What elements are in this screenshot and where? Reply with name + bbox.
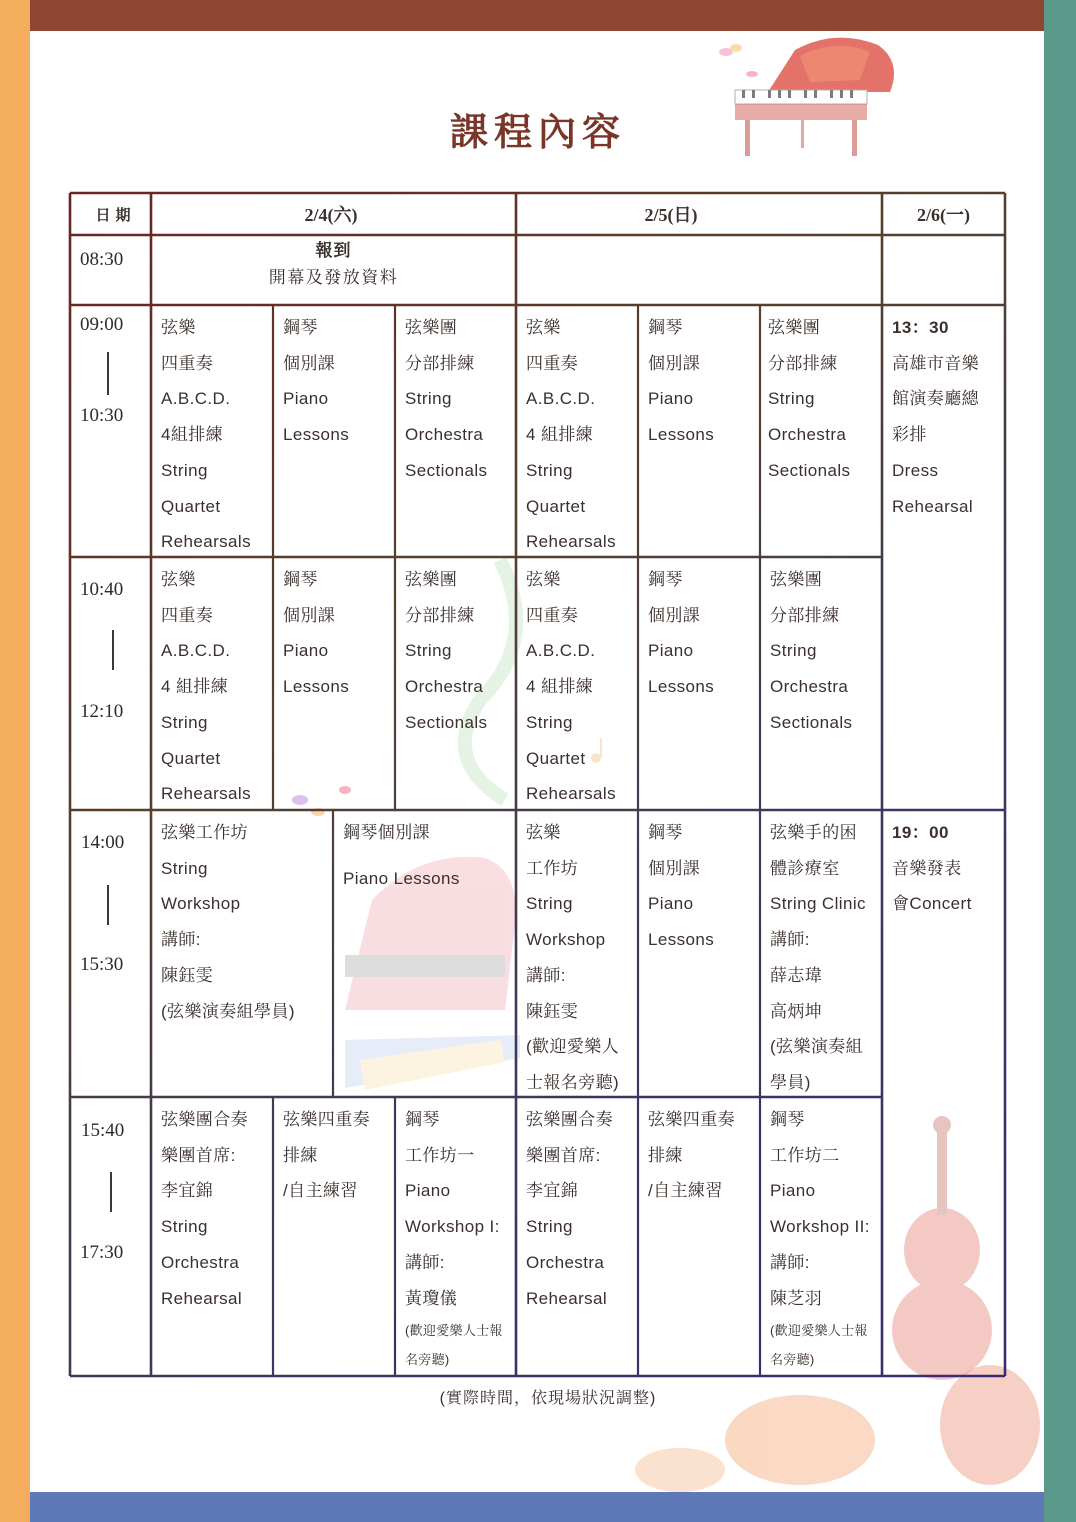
time-end: 12:10: [80, 701, 124, 722]
schedule-cell: [638, 1097, 760, 1376]
cell-text: 弦樂團合奏 樂團首席: 李宜錦 String Orchestra Rehearsal: [526, 1110, 613, 1308]
time-range-bar: [110, 1172, 112, 1212]
time-start: 10:40: [80, 579, 124, 600]
cell-text: 鋼琴 個別課 Piano Lessons: [283, 318, 350, 445]
schedule-cell: [516, 1097, 638, 1376]
rehearsal-time: 13：30: [892, 318, 949, 337]
time-start: 14:00: [81, 832, 125, 853]
cell-text: 弦樂團 分部排練 String Orchestra Sectionals: [405, 318, 488, 480]
concert-time: 19：00: [892, 823, 949, 842]
cell-text: 鋼琴 個別課 Piano Lessons: [648, 570, 715, 697]
cell-text: 弦樂 四重奏 A.B.C.D. 4 組排練 String Quartet Rehearsals: [161, 570, 251, 804]
cell-text: 弦樂 四重奏 A.B.C.D. 4 組排練 String Quartet Rehearsals: [526, 318, 616, 552]
schedule-cell: [395, 1097, 516, 1376]
cell-text: 鋼琴 工作坊二 Piano Workshop II: 講師: 陳芝羽: [770, 1110, 870, 1308]
cell-subtitle: Piano Lessons: [343, 868, 460, 888]
schedule-cell: [760, 810, 882, 1097]
cell-text: 弦樂手的困 體診療室 String Clinic 講師: 薛志瑋 高炳坤 (弦樂演奏組 學員): [770, 823, 866, 1092]
schedule-note: (實際時間，依現場狀況調整): [439, 1390, 657, 1407]
schedule-cell: [151, 810, 333, 1097]
schedule-cell: [333, 810, 516, 1097]
cell-note: (歡迎愛樂人士報 名旁聽): [770, 1323, 868, 1368]
cell-title: 鋼琴個別課: [343, 823, 430, 842]
header-day1: 2/4(六): [304, 205, 358, 225]
header-date: 日期: [95, 206, 136, 224]
schedule-cell: [273, 557, 395, 810]
concert-text: 音樂發表 會Concert: [892, 858, 972, 914]
cell-text: 弦樂團 分部排練 String Orchestra Sectionals: [405, 570, 488, 732]
schedule-cell: [760, 557, 882, 810]
registration-subtitle: 開幕及發放資料: [268, 268, 399, 287]
cell-text: 弦樂 四重奏 A.B.C.D. 4 組排練 String Quartet Rehearsals: [526, 570, 616, 804]
schedule-cell: [273, 305, 395, 557]
time-range-bar: [107, 352, 109, 395]
page-title: 課程內容: [449, 109, 626, 154]
schedule-cell: [516, 305, 638, 557]
time-end: 10:30: [80, 405, 124, 426]
cell-text: 弦樂 工作坊 String Workshop 講師: 陳鈺雯 (歡迎愛樂人 士報名旁聽): [526, 823, 620, 1092]
time-range-bar: [112, 630, 114, 670]
registration-cell: [151, 235, 516, 305]
schedule-cell: [516, 557, 638, 810]
cell-text: 鋼琴 個別課 Piano Lessons: [648, 823, 715, 950]
cell-text: 弦樂工作坊 String Workshop 講師: 陳鈺雯 (弦樂演奏組學員): [161, 823, 295, 1021]
cell-text: 弦樂 四重奏 A.B.C.D. 4組排練 String Quartet Rehearsals: [161, 318, 251, 552]
schedule-cell: [395, 557, 516, 810]
cell-text: 弦樂團合奏 樂團首席: 李宜錦 String Orchestra Rehearsal: [161, 1110, 248, 1308]
header-day2: 2/5(日): [644, 205, 698, 225]
schedule-cell: [151, 1097, 273, 1376]
schedule-cell: [638, 305, 760, 557]
registration-title: 報到: [315, 241, 352, 260]
cell-text: 弦樂四重奏 排練 /自主練習: [283, 1110, 370, 1201]
schedule-cell: [395, 305, 516, 557]
cell-text: 弦樂團 分部排練 String Orchestra Sectionals: [768, 318, 851, 480]
time-range-bar: [107, 885, 109, 925]
schedule-cell: [760, 305, 882, 557]
rehearsal-text: 高雄市音樂 館演奏廳總 彩排 Dress Rehearsal: [892, 353, 979, 516]
cell-text: 鋼琴 個別課 Piano Lessons: [283, 570, 350, 697]
cell-text: 鋼琴 個別課 Piano Lessons: [648, 318, 715, 445]
time-end: 15:30: [80, 954, 124, 975]
schedule-cell: [638, 810, 760, 1097]
time-end: 17:30: [80, 1242, 124, 1263]
cell-text: 弦樂團 分部排練 String Orchestra Sectionals: [770, 570, 853, 732]
time-start: 09:00: [80, 314, 124, 335]
schedule-cell: [638, 557, 760, 810]
dress-rehearsal-cell: [882, 305, 1005, 810]
schedule-cell: [273, 1097, 395, 1376]
schedule-cell: [516, 810, 638, 1097]
header-day3: 2/6(一): [917, 205, 970, 225]
cell-text: 鋼琴 工作坊一 Piano Workshop I: 講師: 黃瓊儀: [405, 1110, 500, 1308]
time-start: 15:40: [81, 1120, 125, 1141]
cell-note: (歡迎愛樂人士報 名旁聽): [405, 1323, 503, 1368]
time-0830: 08:30: [80, 249, 124, 270]
schedule-cell: [151, 557, 273, 810]
cell-text: 弦樂四重奏 排練 /自主練習: [648, 1110, 735, 1201]
concert-cell: [882, 810, 1005, 1376]
schedule-cell: [760, 1097, 882, 1376]
schedule-cell: [151, 305, 273, 557]
